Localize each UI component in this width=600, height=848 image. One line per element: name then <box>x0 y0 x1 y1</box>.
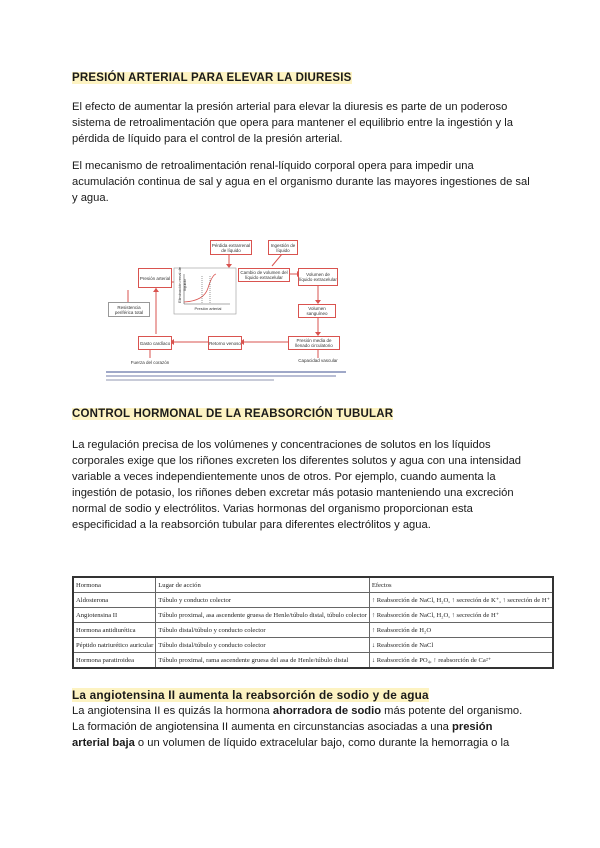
figure-caption <box>106 370 346 384</box>
table-cell: Túbulo y conducto colector <box>156 593 370 608</box>
table-cell: Túbulo distal/túbulo y conducto colector <box>156 623 370 638</box>
text-bold: presión arterial baja <box>72 721 493 749</box>
table-cell: Túbulo proximal, asa ascendente gruesa de Henle/túbulo distal, túbulo colector <box>156 608 370 623</box>
table-cell: Angiotensina II <box>73 608 156 623</box>
hormone-table <box>72 576 554 669</box>
table-cell: Aldosterona <box>73 593 156 608</box>
text-run: La angiotensina II es quizás la hormona <box>72 705 273 717</box>
section1-paragraph-1: El efecto de aumentar la presión arterial para elevar la diuresis es parte de un poderoso sistema de retroalimentación que opera para mantener el equilibrio entre la ingestión y la pérdida de líquido para el control de la presión arterial. <box>72 101 513 145</box>
table-row <box>73 638 553 653</box>
graph-y-label: Eliminación renal de líquido <box>177 266 187 304</box>
section2-title: CONTROL HORMONAL DE LA REABSORCIÓN TUBULAR <box>72 408 394 420</box>
table-row <box>73 608 553 623</box>
section2-paragraph: La regulación precisa de los volúmenes y concentraciones de solutos en los líquidos corporales exige que los riñones excreten los diferentes solutos y agua con una intensidad variable a veces independientemente unos de otros. Por ejemplo, cuando aumenta la ingestión de potasio, los riñones deben excretar más potasio manteniendo una excreción normal de sodio y electrólitos. Varias hormonas del organismo proporcionan esta especificidad a la reabsorción tubular para diferentes electrólitos y agua. <box>72 439 522 531</box>
table-cell: ↑ Reabsorción de NaCl, H₂O, ↑ secreción de H⁺ <box>369 608 553 623</box>
table-cell: ↑ Reabsorción de H₂O <box>369 623 553 638</box>
table-header: Efectos <box>369 577 553 593</box>
table-cell: ↑ Reabsorción de NaCl, H₂O, ↑ secreción de K⁺, ↑ secreción de H⁺ <box>369 593 553 608</box>
feedback-diagram <box>92 238 352 386</box>
box-volumen-lec: Volumen de líquido extracelular <box>298 268 338 286</box>
table-cell: Hormona paratiroidea <box>73 653 156 669</box>
graph-x-label: Presión arterial <box>194 306 222 311</box>
table-row <box>73 593 553 608</box>
text-run: más potente del organismo. La formación de angiotensina II aumenta en circunstancias asociadas a una <box>72 705 523 733</box>
table-header: Hormona <box>73 577 156 593</box>
section3-paragraph <box>72 703 532 751</box>
box-presion-media: Presión media de llenado circulatorio <box>288 336 340 350</box>
section3-title: La angiotensina II aumenta la reabsorción de sodio y de agua <box>72 688 429 702</box>
table-header: Lugar de acción <box>156 577 370 593</box>
table-row <box>73 623 553 638</box>
section1-paragraph-2: El mecanismo de retroalimentación renal-líquido corporal opera para impedir una acumulación continua de sal y agua en el organismo durante las mayores ingestiones de sal y agua. <box>72 160 530 204</box>
table-cell: Hormona antidiurética <box>73 623 156 638</box>
table-cell: Túbulo proximal, rama ascendente gruesa del asa de Henle/túbulo distal <box>156 653 370 669</box>
table-cell: ↓ Reabsorción de NaCl <box>369 638 553 653</box>
table-cell: Túbulo distal/túbulo y conducto colector <box>156 638 370 653</box>
box-sanguineo: Volumen sanguíneo <box>298 304 336 318</box>
box-gasto: Gasto cardíaco <box>138 336 172 350</box>
table-header-row <box>73 577 553 593</box>
table-row <box>73 653 553 669</box>
box-perdida: Pérdida extrarrenal de líquido <box>210 240 252 255</box>
table-cell: Péptido natriurético auricular <box>73 638 156 653</box>
table-cell: ↓ Reabsorción de PO₄, ↑ reabsorción de Ca²⁺ <box>369 653 553 669</box>
box-presion: Presión arterial <box>138 268 172 288</box>
text-run: o un volumen de líquido extracelular bajo, como durante la hemorragia o la <box>134 737 510 749</box>
box-ingestion: Ingestión de líquido <box>268 240 298 255</box>
box-cambio: Cambio de volumen del líquido extracelular <box>238 268 290 282</box>
box-retorno: Retorno venoso <box>208 336 242 350</box>
box-resistencia: Resistencia periférica total <box>108 302 150 317</box>
label-capacidad: Capacidad vascular <box>298 358 338 363</box>
section1-title: PRESIÓN ARTERIAL PARA ELEVAR LA DIURESIS <box>72 72 352 84</box>
label-fuerza: Fuerza del corazón <box>130 360 170 365</box>
text-bold: ahorradora de sodio <box>272 705 382 717</box>
